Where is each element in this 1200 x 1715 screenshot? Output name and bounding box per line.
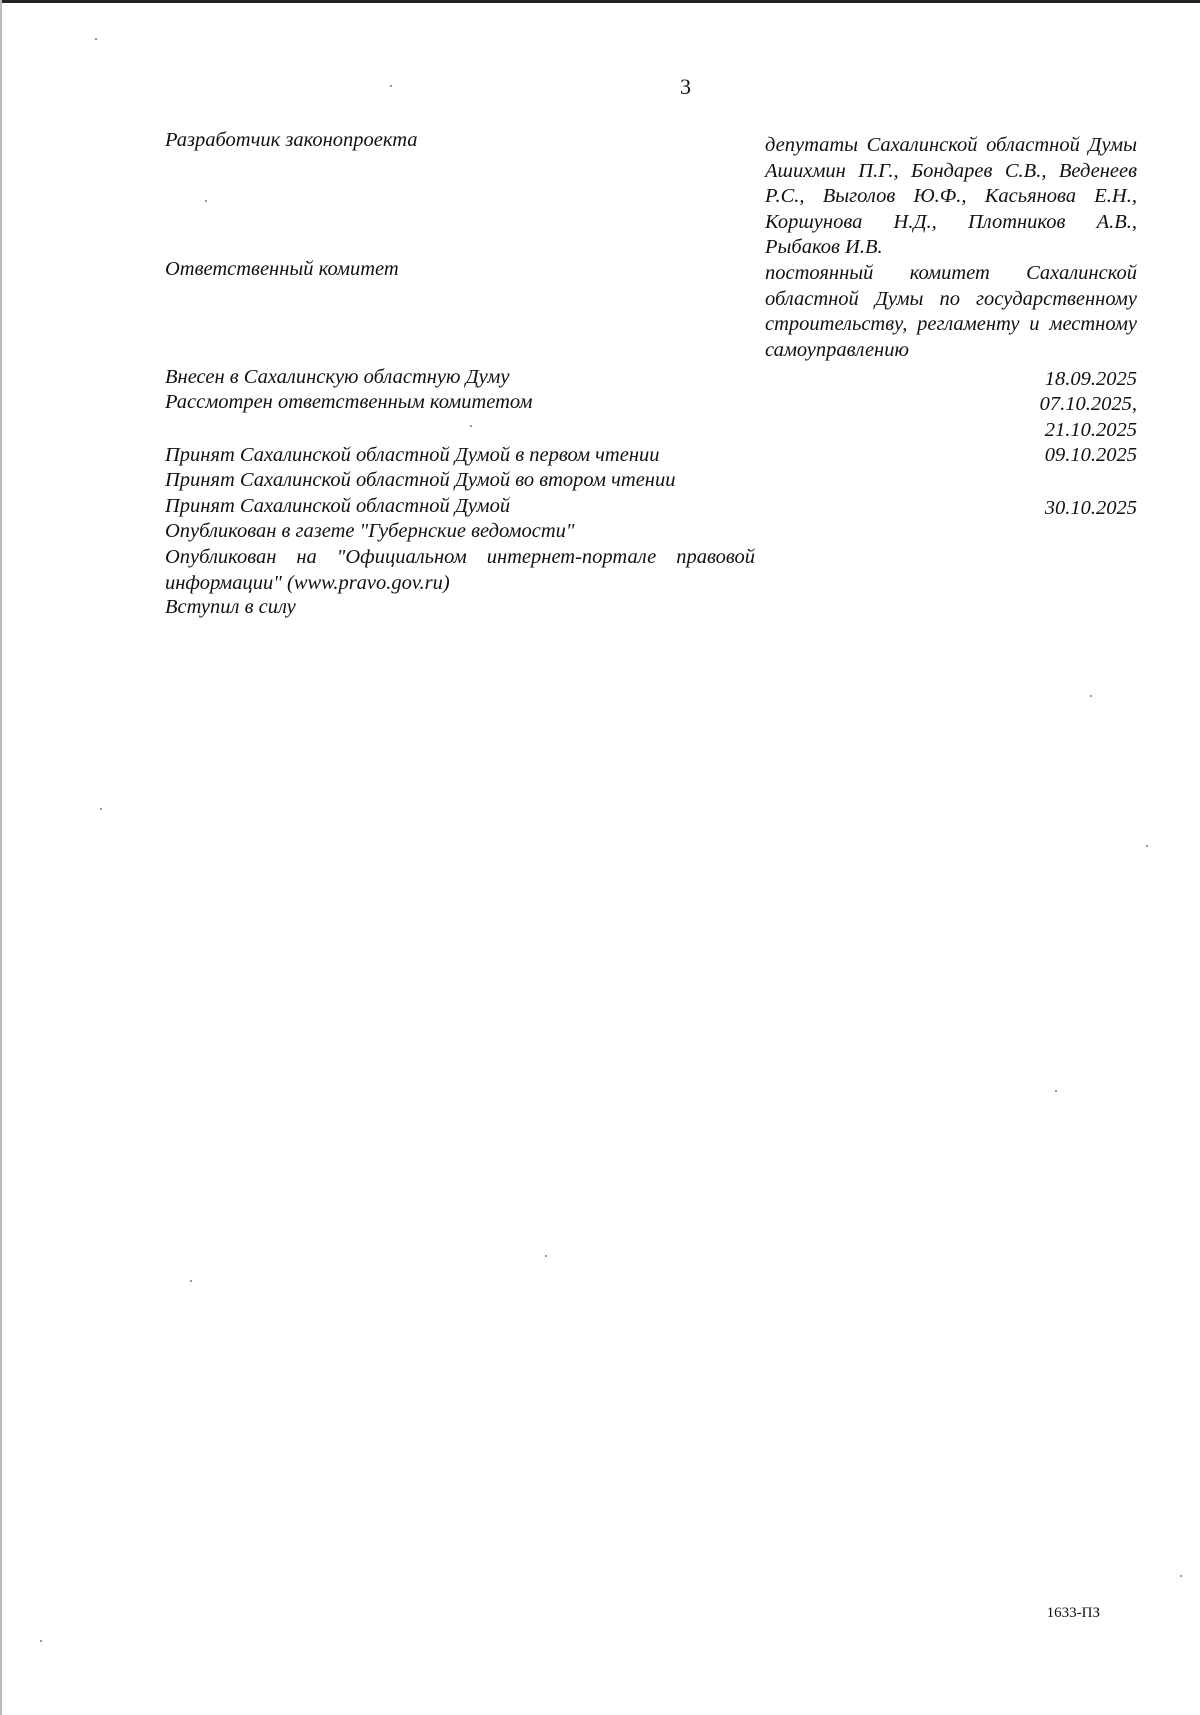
scan-speck xyxy=(190,1280,192,1282)
committee-value: постоянный комитет Сахалинской областной Думы по государственному строительству, регламенту и местному самоуправлению xyxy=(765,262,1137,361)
scan-speck xyxy=(1090,695,1092,697)
page-number: 3 xyxy=(680,74,691,99)
event-first-reading-date: 09.10.2025 xyxy=(1044,444,1137,466)
event-committee-review-date-2: 21.10.2025 xyxy=(1044,419,1137,441)
scan-speck xyxy=(40,1640,42,1642)
scan-speck xyxy=(470,425,472,427)
event-adopted-label: Принят Сахалинской областной Думой xyxy=(165,495,511,517)
scan-speck xyxy=(100,808,102,810)
scan-speck xyxy=(1180,1575,1182,1577)
event-first-reading-label: Принят Сахалинской областной Думой в первом чтении xyxy=(165,444,660,466)
event-adopted-date: 30.10.2025 xyxy=(1044,497,1137,519)
event-entered-into-force-label: Вступил в силу xyxy=(165,596,296,618)
event-committee-review-date: 07.10.2025, xyxy=(1039,393,1137,415)
event-published-portal-label: Опубликован на "Официальном интернет-портале правовой информации" (www.pravo.gov.ru) xyxy=(165,546,755,594)
developer-label: Разработчик законопроекта xyxy=(165,129,418,151)
event-second-reading-label: Принят Сахалинской областной Думой во втором чтении xyxy=(165,469,676,491)
scan-speck xyxy=(205,200,207,202)
committee-label: Ответственный комитет xyxy=(165,258,399,280)
event-committee-review-label: Рассмотрен ответственным комитетом xyxy=(165,391,533,413)
developer-value: депутаты Сахалинской областной Думы Ашихмин П.Г., Бондарев С.В., Веденеев Р.С., Выголов Ю.Ф., Касьянова Е.Н., Коршунова Н.Д., Плотников А.В., Рыбаков И.В. xyxy=(765,134,1137,258)
document-code: 1633-ПЗ xyxy=(1046,1605,1100,1621)
scan-speck xyxy=(1055,1090,1057,1092)
scan-border-top xyxy=(0,0,1200,3)
event-published-newspaper-label: Опубликован в газете "Губернские ведомости" xyxy=(165,520,575,542)
event-submitted-label: Внесен в Сахалинскую областную Думу xyxy=(165,366,510,388)
scan-border-left xyxy=(0,0,2,1715)
scan-speck xyxy=(545,1255,547,1257)
scan-speck xyxy=(390,85,392,87)
event-submitted-date: 18.09.2025 xyxy=(1044,368,1137,390)
scan-speck xyxy=(1146,845,1148,847)
scan-speck xyxy=(95,38,97,40)
